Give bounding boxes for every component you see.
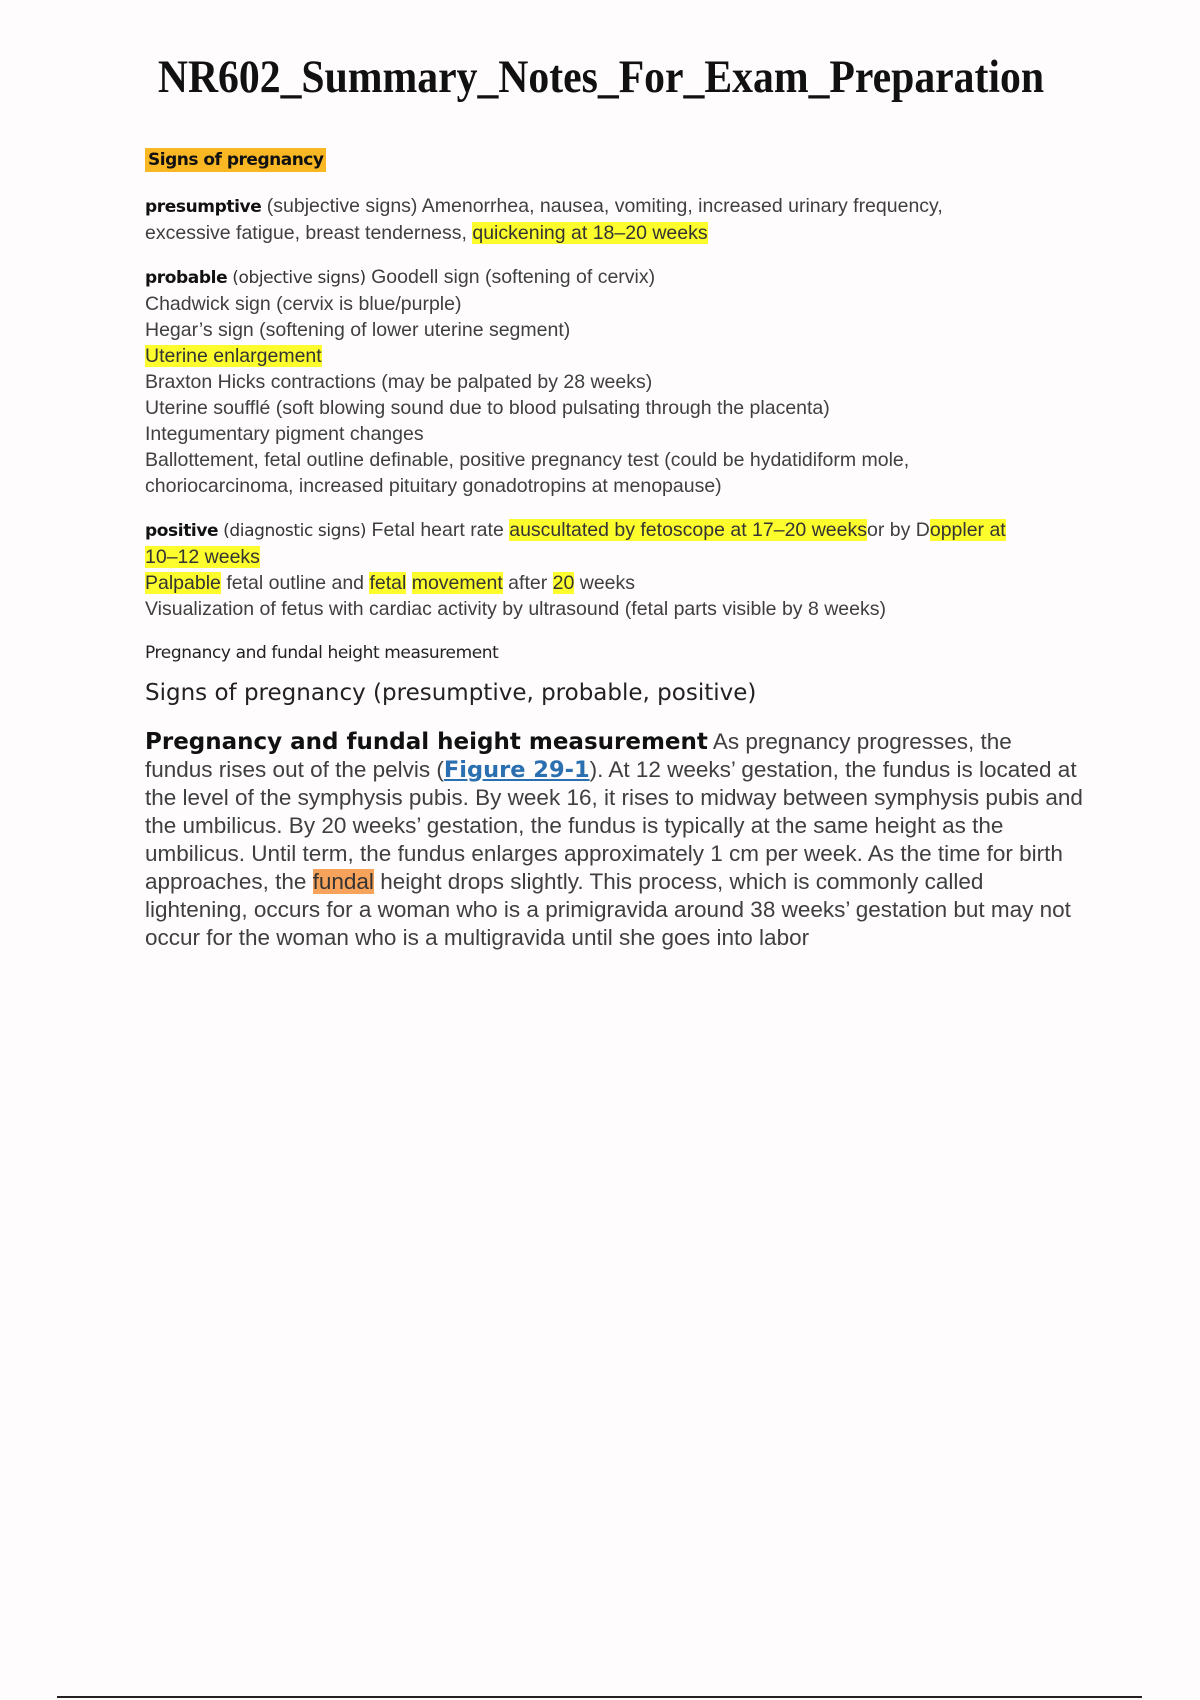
probable-line-1 [145,264,1085,291]
positive-line-1 [145,517,1085,544]
uterine-enlargement-highlight: Uterine enlargement [145,345,322,367]
quickening-highlight: quickening at 18–20 weeks [472,222,708,244]
fetoscope-highlight: auscultated by fetoscope at 17–20 weeks [509,519,867,541]
after-text: after [502,572,553,594]
souffle-line: Uterine soufflé (soft blowing sound due to blood pulsating through the placenta) [145,397,830,419]
chadwick-line: Chadwick sign (cervix is blue/purple) [145,293,462,315]
fhr-text: Fetal heart rate [366,519,510,541]
positive-label-suffix: (diagnostic signs) [218,521,367,541]
goodell-text: Goodell sign (softening of cervix) [365,266,656,288]
doppler-d: D [915,519,930,541]
positive-label: positive [145,521,219,541]
presumptive-line-2 [145,220,1085,246]
doppler-highlight: oppler at [929,519,1006,541]
movement-highlight: movement [411,572,503,594]
probable-label: probable [145,268,228,288]
probable-paragraph [145,264,1085,499]
palpable-highlight: Palpable [145,572,221,594]
weeks-text: weeks [574,572,636,594]
section-heading: Signs of pregnancy [145,148,326,172]
fundal-text-1: As pregnancy progresses, the fundus rises out of the pelvis ( [145,729,1012,782]
fundal-highlight: fundal [312,869,374,894]
document-title: NR602_Summary_Notes_For_Exam_Preparation [157,51,1045,103]
pigment-line: Integumentary pigment changes [145,423,424,445]
signs-subtitle: Signs of pregnancy (presumptive, probable, positive) [145,680,757,706]
fetal-highlight: fetal [369,572,407,594]
or-by-text: or by [866,519,916,541]
positive-line-3 [145,570,1085,596]
fundal-paragraph [145,728,1085,952]
braxton-line: Braxton Hicks contractions (may be palpated by 28 weeks) [145,371,653,393]
fundal-heading: Pregnancy and fundal height measurement [145,729,708,755]
presumptive-text-2: excessive fatigue, breast tenderness, [145,222,473,244]
presumptive-paragraph [145,193,1085,246]
fundal-subheading: Pregnancy and fundal height measurement [145,643,499,663]
fetal-outline-text: fetal outline and [220,572,370,594]
presumptive-line-1 [145,193,1085,220]
presumptive-text-1: (subjective signs) Amenorrhea, nausea, vomiting, increased urinary frequency, [261,195,943,217]
visualization-line: Visualization of fetus with cardiac activity by ultrasound (fetal parts visible by 8 weeks) [145,598,886,620]
figure-29-1-link[interactable]: Figure 29-1 [443,757,590,783]
ballottement-line-2: choriocarcinoma, increased pituitary gonadotropins at menopause) [145,475,722,497]
uterine-enlargement-line [145,343,1085,369]
positive-paragraph [145,517,1085,622]
section-heading-block [145,146,1085,173]
hegar-line: Hegar’s sign (softening of lower uterine segment) [145,319,571,341]
positive-line-2 [145,544,1085,570]
footer-rule [57,1696,1142,1698]
ballottement-line-1: Ballottement, fetal outline definable, positive pregnancy test (could be hydatidiform mole, [145,449,910,471]
twenty-highlight: 20 [552,572,575,594]
fundal-text-3: height drops slightly. This process, which is commonly called lightening, occurs for a woman who is a primigravida around 38 weeks’ gestation but may not occur for the woman who is a multigravida until she goes into labor [145,869,1071,950]
presumptive-label: presumptive [145,197,262,217]
fundal-text-2: ). At 12 weeks’ gestation, the fundus is located at the level of the symphysis pubis. By week 16, it rises to midway between symphysis pubis and the umbilicus. By 20 weeks’ gestation, the fundus is typically at the same height as the umbilicus. Until term, the fundus enlarges approximately 1 cm per week. As the time for birth approaches, the [145,757,1083,894]
weeks-highlight: 10–12 weeks [145,546,260,568]
document-body [145,146,1085,952]
probable-label-suffix: (objective signs) [227,268,366,288]
